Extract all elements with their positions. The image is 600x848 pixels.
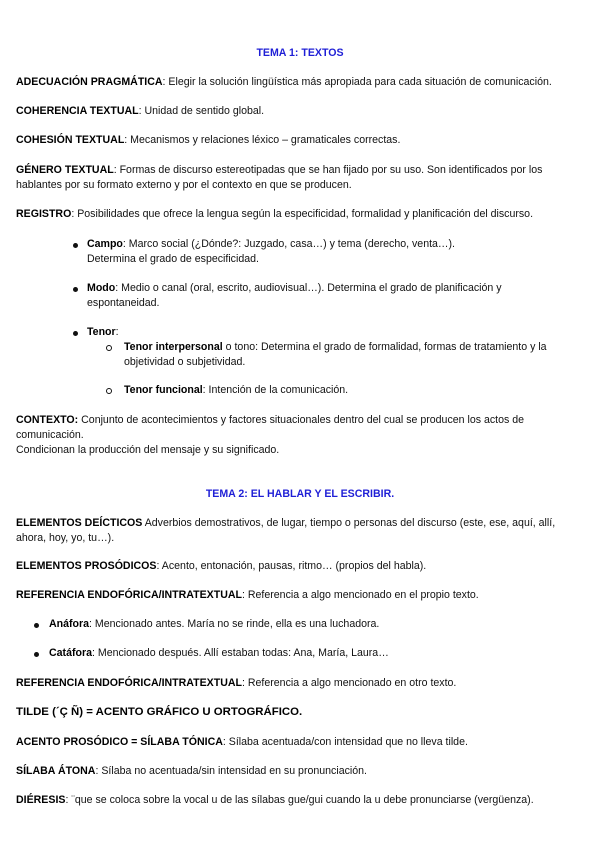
- definition: :: [115, 326, 119, 338]
- term: ADECUACIÓN PRAGMÁTICA: [16, 76, 163, 88]
- term: ACENTO PROSÓDICO = SÍLABA TÓNICA: [16, 736, 223, 748]
- def-deicticos: [16, 516, 584, 546]
- def-acento: [16, 735, 584, 750]
- bullet-icon: [34, 652, 39, 657]
- term: REFERENCIA ENDOFÓRICA/INTRATEXTUAL: [16, 677, 242, 689]
- term: CONTEXTO:: [16, 414, 79, 426]
- def-endoforica: [16, 588, 584, 603]
- def-cohesion: [16, 133, 584, 148]
- definition: : Referencia a algo mencionado en otro texto.: [242, 677, 457, 689]
- list-item-tenor-interpersonal: [124, 340, 574, 370]
- list-item-campo: [87, 237, 577, 267]
- list-item-anafora: [49, 617, 579, 632]
- definition: : Formas de discurso estereotipadas que se han fijado por su uso. Son identificados por los hablantes por su formato externo y por el contexto en que se producen.: [16, 164, 543, 191]
- definition: : Mecanismos y relaciones léxico – gramaticales correctas.: [124, 134, 401, 146]
- definition: : Mencionado después. Allí estaban todas: Ana, María, Laura…: [91, 647, 389, 659]
- term: TILDE (´Ç Ñ) = ACENTO GRÁFICO U ORTOGRÁFICO.: [16, 706, 303, 718]
- list-item-tenor-funcional: [124, 383, 574, 398]
- def-genero: [16, 163, 584, 193]
- term: Campo: [87, 238, 123, 250]
- term: DIÉRESIS: [16, 794, 66, 806]
- term: GÉNERO TEXTUAL: [16, 164, 114, 176]
- definition: : Unidad de sentido global.: [138, 105, 265, 117]
- definition: o tono: Determina el grado de formalidad, formas de tratamiento y la objetividad o subjetividad.: [124, 341, 547, 368]
- term: Tenor: [87, 326, 116, 338]
- def-endoforica-2: [16, 676, 584, 691]
- def-tilde: [16, 705, 584, 720]
- def-registro: [16, 207, 584, 222]
- definition: : Mencionado antes. María no se rinde, ella es una luchadora.: [89, 618, 380, 630]
- definition: : Sílaba no acentuada/sin intensidad en su pronunciación.: [95, 765, 367, 777]
- sub-bullet-icon: [106, 388, 112, 394]
- def-contexto: [16, 413, 584, 458]
- tema1-title: TEMA 1: TEXTOS: [256, 47, 344, 59]
- def-dieresis: [16, 793, 584, 808]
- definition: : Intención de la comunicación.: [202, 384, 349, 396]
- definition: : Posibilidades que ofrece la lengua según la especificidad, formalidad y planificación del discurso.: [71, 208, 534, 220]
- term: COHESIÓN TEXTUAL: [16, 134, 125, 146]
- term: COHERENCIA TEXTUAL: [16, 105, 139, 117]
- list-item-tenor: [87, 325, 577, 340]
- definition: : Elegir la solución lingüística más apropiada para cada situación de comunicación.: [162, 76, 552, 88]
- definition: Adverbios demostrativos, de lugar, tiempo o personas del discurso (este, ese, aquí, allí, ahora, hoy, yo, tu…).: [16, 517, 556, 544]
- def-prosodicos: [16, 559, 584, 574]
- term: REGISTRO: [16, 208, 72, 220]
- term: Tenor funcional: [124, 384, 203, 396]
- term: ELEMENTOS PROSÓDICOS: [16, 560, 157, 572]
- term: ELEMENTOS DEÍCTICOS: [16, 517, 143, 529]
- definition: Conjunto de acontecimientos y factores situacionales dentro del cual se producen los actos de comunicación.: [16, 414, 524, 441]
- bullet-icon: [73, 243, 78, 248]
- term: REFERENCIA ENDOFÓRICA/INTRATEXTUAL: [16, 589, 242, 601]
- list-item-catafora: [49, 646, 579, 661]
- definition: : Sílaba acentuada/con intensidad que no lleva tilde.: [222, 736, 468, 748]
- sub-bullet-icon: [106, 345, 112, 351]
- def-atona: [16, 764, 584, 779]
- bullet-icon: [34, 623, 39, 628]
- definition-line2: Condicionan la producción del mensaje y su significado.: [16, 444, 280, 456]
- term: SÍLABA ÁTONA: [16, 765, 96, 777]
- term: Tenor interpersonal: [124, 341, 223, 353]
- term: Modo: [87, 282, 116, 294]
- definition: : Marco social (¿Dónde?: Juzgado, casa…) y tema (derecho, venta…).: [122, 238, 455, 250]
- term: Anáfora: [49, 618, 90, 630]
- definition: : Referencia a algo mencionado en el propio texto.: [242, 589, 479, 601]
- def-adecuacion: [16, 75, 584, 90]
- definition-line2: Determina el grado de especificidad.: [87, 253, 259, 265]
- bullet-icon: [73, 287, 78, 292]
- bullet-icon: [73, 331, 78, 336]
- tema2-title: TEMA 2: EL HABLAR Y EL ESCRIBIR.: [205, 488, 395, 500]
- def-coherencia: [16, 104, 584, 119]
- definition: : Acento, entonación, pausas, ritmo… (propios del habla).: [156, 560, 427, 572]
- list-item-modo: [87, 281, 557, 311]
- definition: : Medio o canal (oral, escrito, audiovisual…). Determina el grado de planificación y espontaneidad.: [87, 282, 502, 309]
- term: Catáfora: [49, 647, 92, 659]
- definition: : ¨que se coloca sobre la vocal u de las sílabas gue/gui cuando la u debe pronunciarse (vergüenza).: [65, 794, 534, 806]
